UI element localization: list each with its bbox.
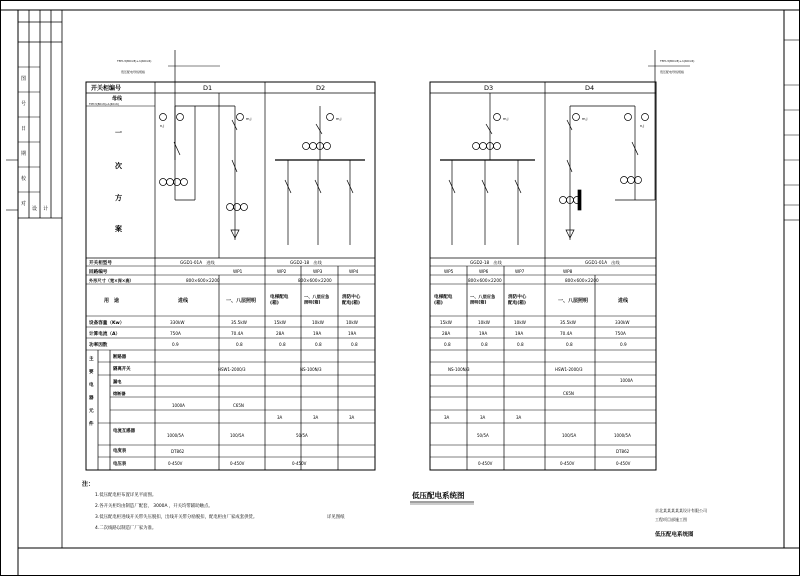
right-dims-d4: 800×600×2200 (565, 278, 599, 283)
left-volt-2: 0-450V (230, 461, 245, 466)
right-fuse-2: 3A (480, 415, 486, 420)
right-dims-d3: 800×600×2200 (468, 278, 502, 283)
row-dims-label: 外形尺寸（宽×深×高） (89, 278, 134, 283)
d2-circuit (275, 106, 365, 245)
left-current-3: 28A (276, 331, 285, 336)
left-volt-1: 0-450V (168, 461, 183, 466)
svg-text:n,j: n,j (640, 124, 645, 128)
left-pf-4: 0.8 (315, 342, 322, 347)
left-use-1: 进线 (178, 298, 189, 304)
left-cap-4: 10kW (312, 320, 324, 325)
row-components-label-5: 元 (89, 409, 94, 414)
d4-meter-a-icon (625, 114, 632, 121)
right-cap-4: 35.5kW (560, 320, 576, 325)
row-pf-label: 功率因数 (89, 343, 108, 348)
row-use-label: 用 途 (104, 298, 120, 304)
right-breaker-2: HSW1-2000/3 (555, 367, 583, 372)
left-bus-label-1: TMY-3(80×8)+1(60×6) (117, 59, 152, 63)
company-line-1: 京北某某某某某设计有限公司 (655, 508, 707, 513)
side-label-7: 设 (32, 206, 38, 212)
vert-label-3: 方 (115, 194, 122, 202)
title-block (654, 507, 707, 538)
notes-block (82, 480, 345, 531)
d2-ct-icon-2 (310, 143, 317, 150)
note-1: 1.低压配电柜布置详见平面图。 (95, 493, 157, 498)
d2-ct-icon-1 (303, 143, 310, 150)
d1-ct-icon-1 (160, 179, 167, 186)
right-use-4: 一、八层照明 (558, 298, 589, 304)
left-loop-2: WP2 (277, 269, 287, 274)
left-table-border (86, 82, 375, 470)
left-cap-3: 15kW (274, 320, 286, 325)
d4-ct-icon-4 (621, 177, 628, 184)
side-label-1: 图 (21, 76, 27, 82)
d1-ct-icon-5 (227, 204, 234, 211)
left-type-d2: GGD2-18 出线 (290, 260, 322, 265)
right-loop-4: WP8 (563, 269, 573, 274)
left-type-d1: GGD1-01A 进线 (180, 260, 215, 265)
right-ct-3: 1000/5A (614, 433, 631, 438)
right-volt-2: 0-450V (560, 461, 575, 466)
right-loop-3: WP7 (515, 269, 525, 274)
left-current-5: 19A (348, 331, 357, 336)
vert-label-4: 案 (115, 225, 122, 233)
left-cap-2: 35.5kW (231, 320, 247, 325)
left-loop-4: WP4 (349, 269, 359, 274)
d1-ct-icon-3 (174, 179, 181, 186)
row-c4-label: 熔断器 (113, 391, 126, 396)
panel-d1-label: D1 (203, 84, 213, 92)
left-use-5: 消防中心配电(箱) (342, 295, 361, 306)
row-current-label: 计算电流（A） (89, 332, 121, 337)
left-fuse-1: 3A (277, 415, 283, 420)
right-pf-3: 0.8 (517, 342, 524, 347)
panel-d4-label: D4 (585, 84, 595, 92)
row-components-label-2: 要 (89, 370, 94, 375)
row-c6-label: 电度表 (113, 449, 127, 454)
right-use-5: 进线 (618, 298, 629, 304)
right-cap-2: 10kW (478, 320, 490, 325)
right-pf-5: 0.9 (620, 342, 627, 347)
d4-ct-icon-1 (560, 197, 567, 204)
right-pf-4: 0.8 (566, 342, 573, 347)
right-cap-5: 330kW (615, 320, 630, 325)
d1-meter-a-icon (160, 114, 167, 121)
d3-circuit (440, 93, 535, 245)
titleblock-title: 低压配电系统图 (655, 532, 694, 538)
left-fuse-3: 3A (349, 415, 355, 420)
d4-ct-icon-6 (635, 177, 642, 184)
left-use-3: 电梯配电(箱) (270, 295, 289, 306)
row-components-label-6: 件 (89, 422, 94, 427)
left-fuse-2: 3A (313, 415, 319, 420)
side-label-2: 号 (21, 101, 27, 107)
right-loop-1: WP5 (444, 269, 454, 274)
d4-fuse-icon (578, 190, 581, 210)
d4-ct-icon-5 (628, 177, 635, 184)
d4-meter-r-icon (573, 114, 580, 121)
left-current-1: 750A (170, 331, 181, 336)
note-2: 2.各开关柜均由制造厂配套， 3000A ，开关均带辅助触点。 (95, 504, 213, 509)
vert-label-1: 一 (115, 129, 122, 137)
d1-meter-r-icon (237, 114, 244, 121)
row-cap-label: 设备容量（Kw） (89, 321, 125, 326)
row-c7-label: 电压表 (113, 462, 127, 467)
right-fuse-1: 3A (444, 415, 450, 420)
right-current-5: 750A (615, 331, 626, 336)
right-table-border (430, 82, 656, 470)
svg-text:m,j: m,j (582, 117, 588, 121)
right-volt-1: 0-450V (478, 461, 493, 466)
right-current-4: 70.4A (560, 331, 573, 336)
left-breaker-1: HSW1-2000/3 (218, 367, 246, 372)
d2-ct-icon-4 (324, 143, 331, 150)
row-type-label: 开关柜型号 (89, 261, 112, 266)
left-rcd: C65N (233, 403, 244, 408)
panel-d2-label: D2 (316, 84, 326, 92)
row-c5-label: 电流互感器 (113, 429, 135, 434)
svg-text:m,j: m,j (336, 117, 342, 121)
right-loop-2: WP6 (479, 269, 489, 274)
left-ct-1: 1000/5A (167, 433, 184, 438)
left-dims-d2: 800×600×2200 (298, 278, 332, 283)
right-ct-2: 100/5A (562, 433, 577, 438)
right-breaker-1: NS-100N/3 (448, 367, 470, 372)
left-dims-d1: 800×600×2200 (186, 278, 220, 283)
side-label-3: 日 (21, 126, 27, 132)
company-line-2: 工程项目部施工图 (655, 517, 687, 522)
note-ref: 详见图纸 (327, 515, 345, 520)
right-bus-label-1: TMY-3(80×8)+1(60×6) (660, 59, 695, 63)
right-cap-3: 10kW (514, 320, 526, 325)
drawing-title (410, 490, 474, 504)
row-components-label-3: 电 (89, 383, 94, 388)
right-pf-2: 0.8 (481, 342, 488, 347)
left-use-2: 一、八层照明 (226, 298, 257, 304)
d3-ct-icon-4 (494, 143, 501, 150)
left-pf-5: 0.8 (351, 342, 358, 347)
right-current-1: 28A (442, 331, 451, 336)
right-use-3: 消防中心配电(箱) (508, 295, 527, 306)
left-current-2: 70.4A (231, 331, 244, 336)
side-label-6: 对 (21, 201, 27, 207)
row-c2-label: 隔离开关 (113, 367, 131, 372)
right-incoming-feed (648, 50, 694, 200)
d3-ct-icon-1 (473, 143, 480, 150)
right-fuse-3: 3A (516, 415, 522, 420)
bus-sub-label: TMY-3(80×8)+1(60×6) (89, 103, 119, 106)
left-meter: DT862 (171, 449, 185, 454)
right-side-strip (784, 40, 800, 220)
row-loop-label: 回路编号 (89, 270, 108, 275)
left-current-4: 19A (313, 331, 322, 336)
right-type-d4: GGD1-01A 出线 (585, 260, 620, 265)
right-isolator: 1000A (620, 378, 633, 383)
d1-meter-v-icon (177, 114, 184, 121)
row-components-label-4: 器 (89, 396, 94, 401)
left-pf-2: 0.8 (236, 342, 243, 347)
panel-d3-label: D3 (484, 84, 494, 92)
left-schedule (86, 82, 375, 470)
left-loop-1: WP1 (233, 269, 243, 274)
right-current-2: 19A (479, 331, 488, 336)
left-cap-5: 10kW (346, 320, 358, 325)
d1-ct-icon-6 (234, 204, 241, 211)
right-bus-label-2: 低压配电母线规格 (660, 70, 685, 74)
right-rcd: C65N (563, 391, 574, 396)
left-ct-3: 50/5A (296, 433, 308, 438)
bus-label: 母线 (112, 96, 123, 102)
left-pf-3: 0.8 (279, 342, 286, 347)
right-volt-3: 0-450V (616, 461, 631, 466)
left-side-strip (6, 10, 62, 548)
left-use-4: 一、八层应急照明(箱) (304, 294, 330, 305)
d3-ct-icon-2 (480, 143, 487, 150)
right-schedule (430, 82, 656, 470)
right-pf-1: 0.8 (444, 342, 451, 347)
left-breaker-2: NS-100N/3 (300, 367, 322, 372)
right-meter: DT862 (616, 449, 630, 454)
notes-heading: 注： (82, 481, 95, 488)
row-c3-label: 漏电 (113, 379, 122, 384)
svg-text:m,j: m,j (503, 117, 509, 121)
side-label-4: 期 (21, 151, 27, 157)
note-4: 4.二次线路以制造厂厂家为准。 (95, 526, 157, 531)
note-3: 3.低压配电柜进线开关带失压脱扣，出线开关带分励脱扣，配电柜由厂家成套供货。 (95, 515, 258, 520)
left-cap-1: 330kW (170, 320, 185, 325)
right-ct-1: 50/5A (477, 433, 489, 438)
row-c1-label: 断路器 (113, 355, 127, 360)
d1-ct-icon-4 (181, 179, 188, 186)
d2-meter-icon (327, 114, 334, 121)
svg-text:m,j: m,j (246, 117, 252, 121)
left-bus-label-2: 低压配电母线规格 (121, 70, 146, 74)
left-header-label: 开关柜编号 (91, 85, 122, 92)
d1-ct-icon-2 (167, 179, 174, 186)
right-use-1: 电梯配电(箱) (434, 295, 453, 306)
right-use-2: 一、八层应急照明(箱) (470, 294, 496, 305)
vert-label-2: 次 (115, 162, 122, 170)
left-incoming-feed (116, 50, 220, 200)
left-volt-3: 0-450V (292, 461, 307, 466)
row-components-label-1: 主 (89, 357, 94, 362)
svg-text:n,j: n,j (160, 124, 165, 128)
right-current-3: 19A (515, 331, 524, 336)
left-isolator: 1000A (172, 403, 185, 408)
d3-meter-icon (494, 114, 501, 121)
left-pf-1: 0.9 (172, 342, 179, 347)
drawing-title-text: 低压配电系统图 (412, 491, 465, 500)
d4-circuit (560, 106, 656, 240)
d1-ct-icon-7 (241, 204, 248, 211)
side-label-5: 校 (21, 176, 27, 182)
right-type-d3: GGD2-18 出线 (470, 260, 502, 265)
d1-circuit (160, 106, 252, 240)
right-cap-1: 15kW (440, 320, 452, 325)
side-label-8: 计 (43, 206, 49, 212)
left-ct-2: 100/5A (230, 433, 245, 438)
left-loop-3: WP3 (313, 269, 323, 274)
d4-meter-v-icon (642, 114, 649, 121)
